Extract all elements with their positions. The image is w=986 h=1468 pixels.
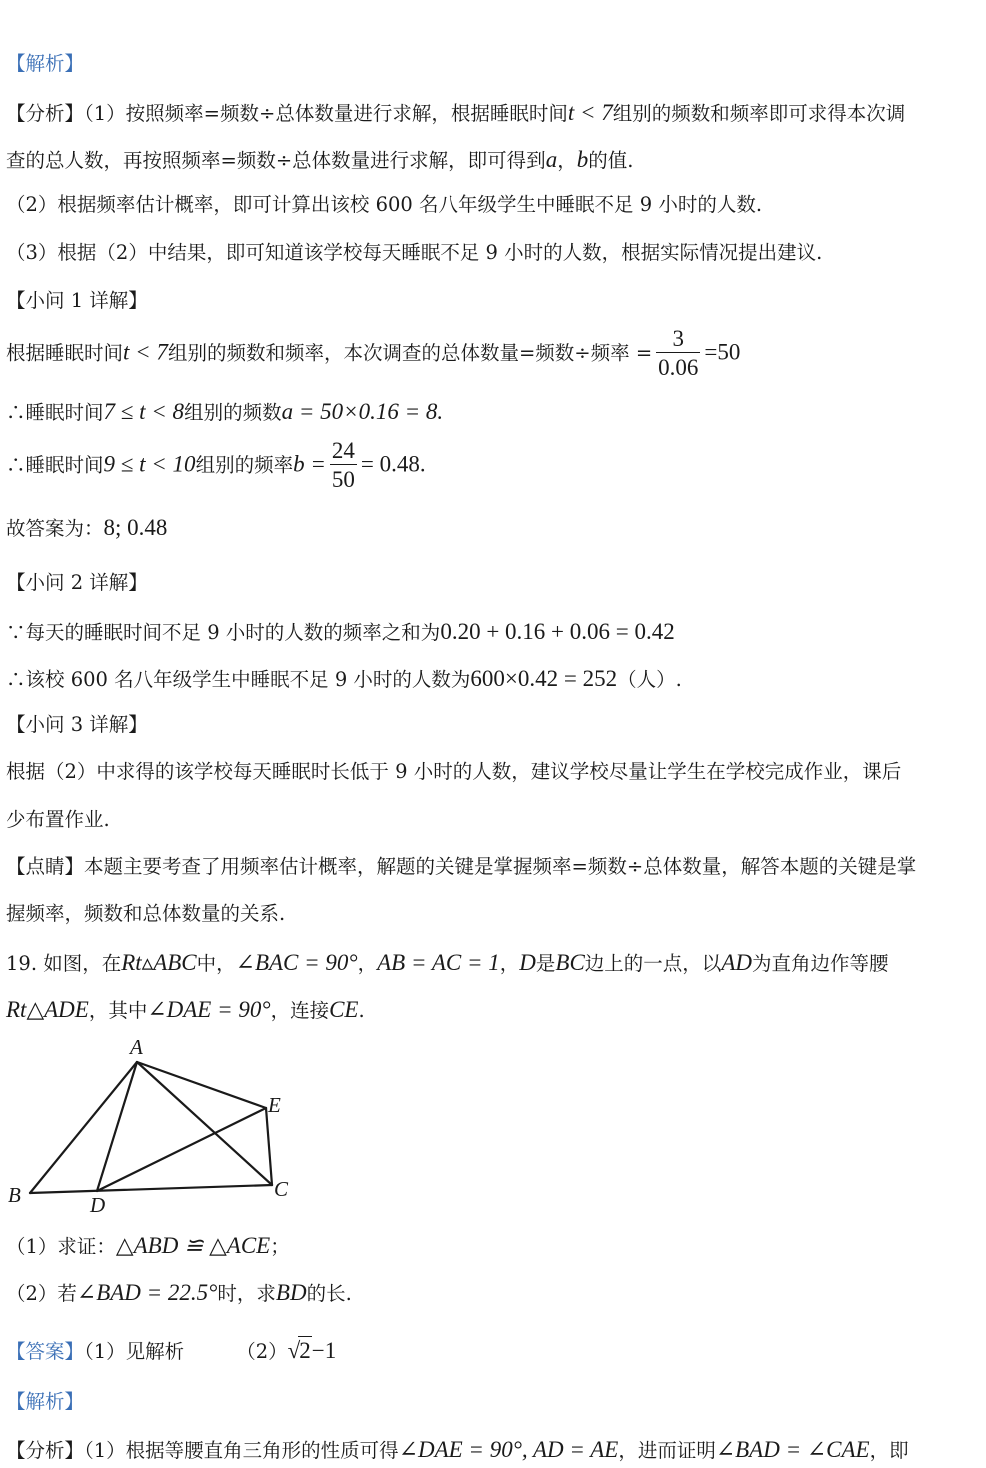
- problem19-line-2: [6, 996, 365, 1024]
- q1-line-1: [6, 326, 740, 382]
- math: ∠DAE = 90°, AD = AE: [398, 1437, 619, 1462]
- text: ，: [557, 149, 577, 172]
- math: 9 ≤ t < 10: [103, 451, 196, 477]
- math: D: [519, 950, 536, 975]
- dianjing-line-1: [6, 855, 916, 878]
- text: 19. 如图，在: [6, 952, 122, 975]
- text: 本题主要考查了用频率估计概率，解题的关键是掌握频率=频数÷总体数量，解答本题的关键是掌: [84, 855, 917, 878]
- numerator: 24: [331, 438, 355, 463]
- math: 0.20 + 0.16 + 0.06 = 0.42: [440, 619, 675, 644]
- math: Rt△ADE: [6, 997, 89, 1022]
- section-fenxi: 【分析】: [6, 102, 85, 125]
- math: △ABD ≌ △ACE: [115, 1233, 271, 1258]
- fraction: [330, 438, 357, 494]
- math: CE: [329, 997, 359, 1022]
- math: 8; 0.48: [103, 515, 168, 540]
- text: 中，: [196, 952, 236, 975]
- math: AD: [721, 950, 752, 975]
- segment-BC: [30, 1185, 272, 1193]
- math: AB = AC = 1: [377, 950, 500, 975]
- math: ∠BAD = 22.5°: [76, 1280, 218, 1305]
- math: −1: [311, 1338, 337, 1363]
- segment-AE: [137, 1062, 266, 1108]
- math: ∠BAD = ∠CAE: [715, 1437, 870, 1462]
- triangle-figure: [0, 1036, 320, 1216]
- segment-AD: [97, 1062, 137, 1191]
- q3-line-2: 少布置作业.: [6, 808, 110, 831]
- text: 的值.: [588, 149, 634, 172]
- denominator: 50: [330, 464, 357, 493]
- text: ∴睡眠时间: [6, 401, 104, 424]
- text: 为直角边作等腰: [751, 952, 889, 975]
- q1-line-3: [6, 438, 426, 494]
- text: 边上的一点，以: [584, 952, 722, 975]
- math: BD: [275, 1280, 307, 1305]
- numerator: 3: [672, 326, 685, 351]
- text: 组别的频数和频率，本次调查的总体数量=频数÷频率 =: [167, 341, 653, 365]
- section-q2: 【小问 2 详解】: [6, 571, 148, 594]
- denominator: 0.06: [656, 352, 700, 381]
- analysis-line-4: （3）根据（2）中结果，即可知道该学校每天睡眠不足 9 小时的人数，根据实际情况提出建议.: [6, 241, 823, 264]
- q2-line-2: [6, 665, 682, 693]
- label-C: C: [274, 1177, 289, 1201]
- section-q3: 【小问 3 详解】: [6, 713, 148, 736]
- radicand: 2: [299, 1338, 311, 1363]
- text: 时，求: [217, 1282, 276, 1305]
- text: ；: [270, 1235, 290, 1258]
- fraction: [656, 326, 700, 382]
- segment-DE: [97, 1108, 266, 1191]
- text: ∵每天的睡眠时间不足 9 小时的人数的频率之和为: [6, 621, 441, 644]
- text: 组别的频数和频率即可求得本次调: [612, 102, 906, 125]
- text: 组别的频率: [195, 453, 294, 477]
- math: a = 50×0.16 = 8.: [281, 399, 444, 424]
- math: 7 ≤ t < 8: [103, 399, 185, 424]
- math: ∠BAC = 90°: [235, 950, 358, 975]
- text: ，: [499, 952, 520, 975]
- text: （1）根据等腰直角三角形的性质可得: [84, 1439, 399, 1462]
- analysis-line-1: [6, 99, 905, 127]
- var-a: a: [545, 147, 558, 172]
- section-fenxi-2: 【分析】: [6, 1439, 85, 1462]
- segment-CE: [266, 1108, 272, 1185]
- section-jiexi-2: 【解析】: [6, 1390, 85, 1413]
- q2-line-1: [6, 618, 675, 646]
- text: .: [358, 999, 365, 1022]
- text: ，进而证明: [618, 1439, 716, 1462]
- math: = 0.48.: [360, 451, 426, 477]
- text: 故答案为：: [6, 517, 104, 540]
- var-b: b: [576, 147, 589, 172]
- segment-AB: [30, 1062, 137, 1193]
- label-B: B: [8, 1183, 21, 1207]
- text: 组别的频数: [184, 401, 282, 424]
- math: BC: [555, 950, 585, 975]
- text: （1）按照频率=频数÷总体数量进行求解，根据睡眠时间: [84, 102, 568, 125]
- section-answer: 【答案】: [6, 1340, 85, 1363]
- text: （2）若: [6, 1282, 77, 1305]
- text: ，即: [869, 1439, 909, 1462]
- math: t < 7: [123, 339, 168, 365]
- text: ∴睡眠时间: [6, 453, 104, 477]
- math: 600×0.42 = 252: [470, 666, 618, 691]
- math: =50: [704, 339, 741, 365]
- text: 是: [535, 952, 556, 975]
- text: 的长.: [306, 1282, 352, 1305]
- math: t < 7: [567, 100, 613, 125]
- sub-question-2: [6, 1279, 352, 1307]
- section-q1: 【小问 1 详解】: [6, 289, 148, 312]
- segment-AC: [137, 1062, 272, 1185]
- label-E: E: [268, 1093, 281, 1117]
- text: ，其中: [88, 999, 148, 1022]
- text: ，: [357, 952, 378, 975]
- section-jiexi: 【解析】: [6, 52, 85, 75]
- text: ∴该校 600 名八年级学生中睡眠不足 9 小时的人数为: [6, 668, 471, 691]
- label-A: A: [130, 1036, 143, 1059]
- math: ∠DAE = 90°: [147, 997, 271, 1022]
- analysis-line-3: （2）根据频率估计概率，即可计算出该校 600 名八年级学生中睡眠不足 9 小时的人数.: [6, 193, 763, 216]
- math: Rt▵ABC: [121, 950, 197, 975]
- problem19-line-1: [6, 949, 889, 977]
- text: 查的总人数，再按照频率=频数÷总体数量进行求解，即可得到: [6, 149, 546, 172]
- sqrt-expression: √2−1: [287, 1338, 337, 1363]
- answer-line: [6, 1336, 336, 1365]
- q1-answer: [6, 514, 167, 542]
- math: b =: [293, 451, 326, 477]
- analysis2-line-1: [6, 1436, 909, 1464]
- text: （人）.: [617, 668, 682, 691]
- sub-question-1: [6, 1232, 290, 1260]
- text: 根据睡眠时间: [6, 341, 124, 365]
- text: （1）见解析: [84, 1340, 185, 1363]
- dianjing-line-2: 握频率，频数和总体数量的关系.: [6, 902, 286, 925]
- analysis-line-2: [6, 146, 633, 174]
- q3-line-1: 根据（2）中求得的该学校每天睡眠时长低于 9 小时的人数，建议学校尽量让学生在学校完成作业，课后: [6, 760, 902, 783]
- label-D: D: [90, 1193, 106, 1216]
- section-dianjing: 【点睛】: [6, 855, 85, 878]
- q1-line-2: [6, 398, 443, 426]
- text: ，连接: [270, 999, 330, 1022]
- text: （2）: [236, 1340, 288, 1363]
- text: （1）求证：: [6, 1235, 116, 1258]
